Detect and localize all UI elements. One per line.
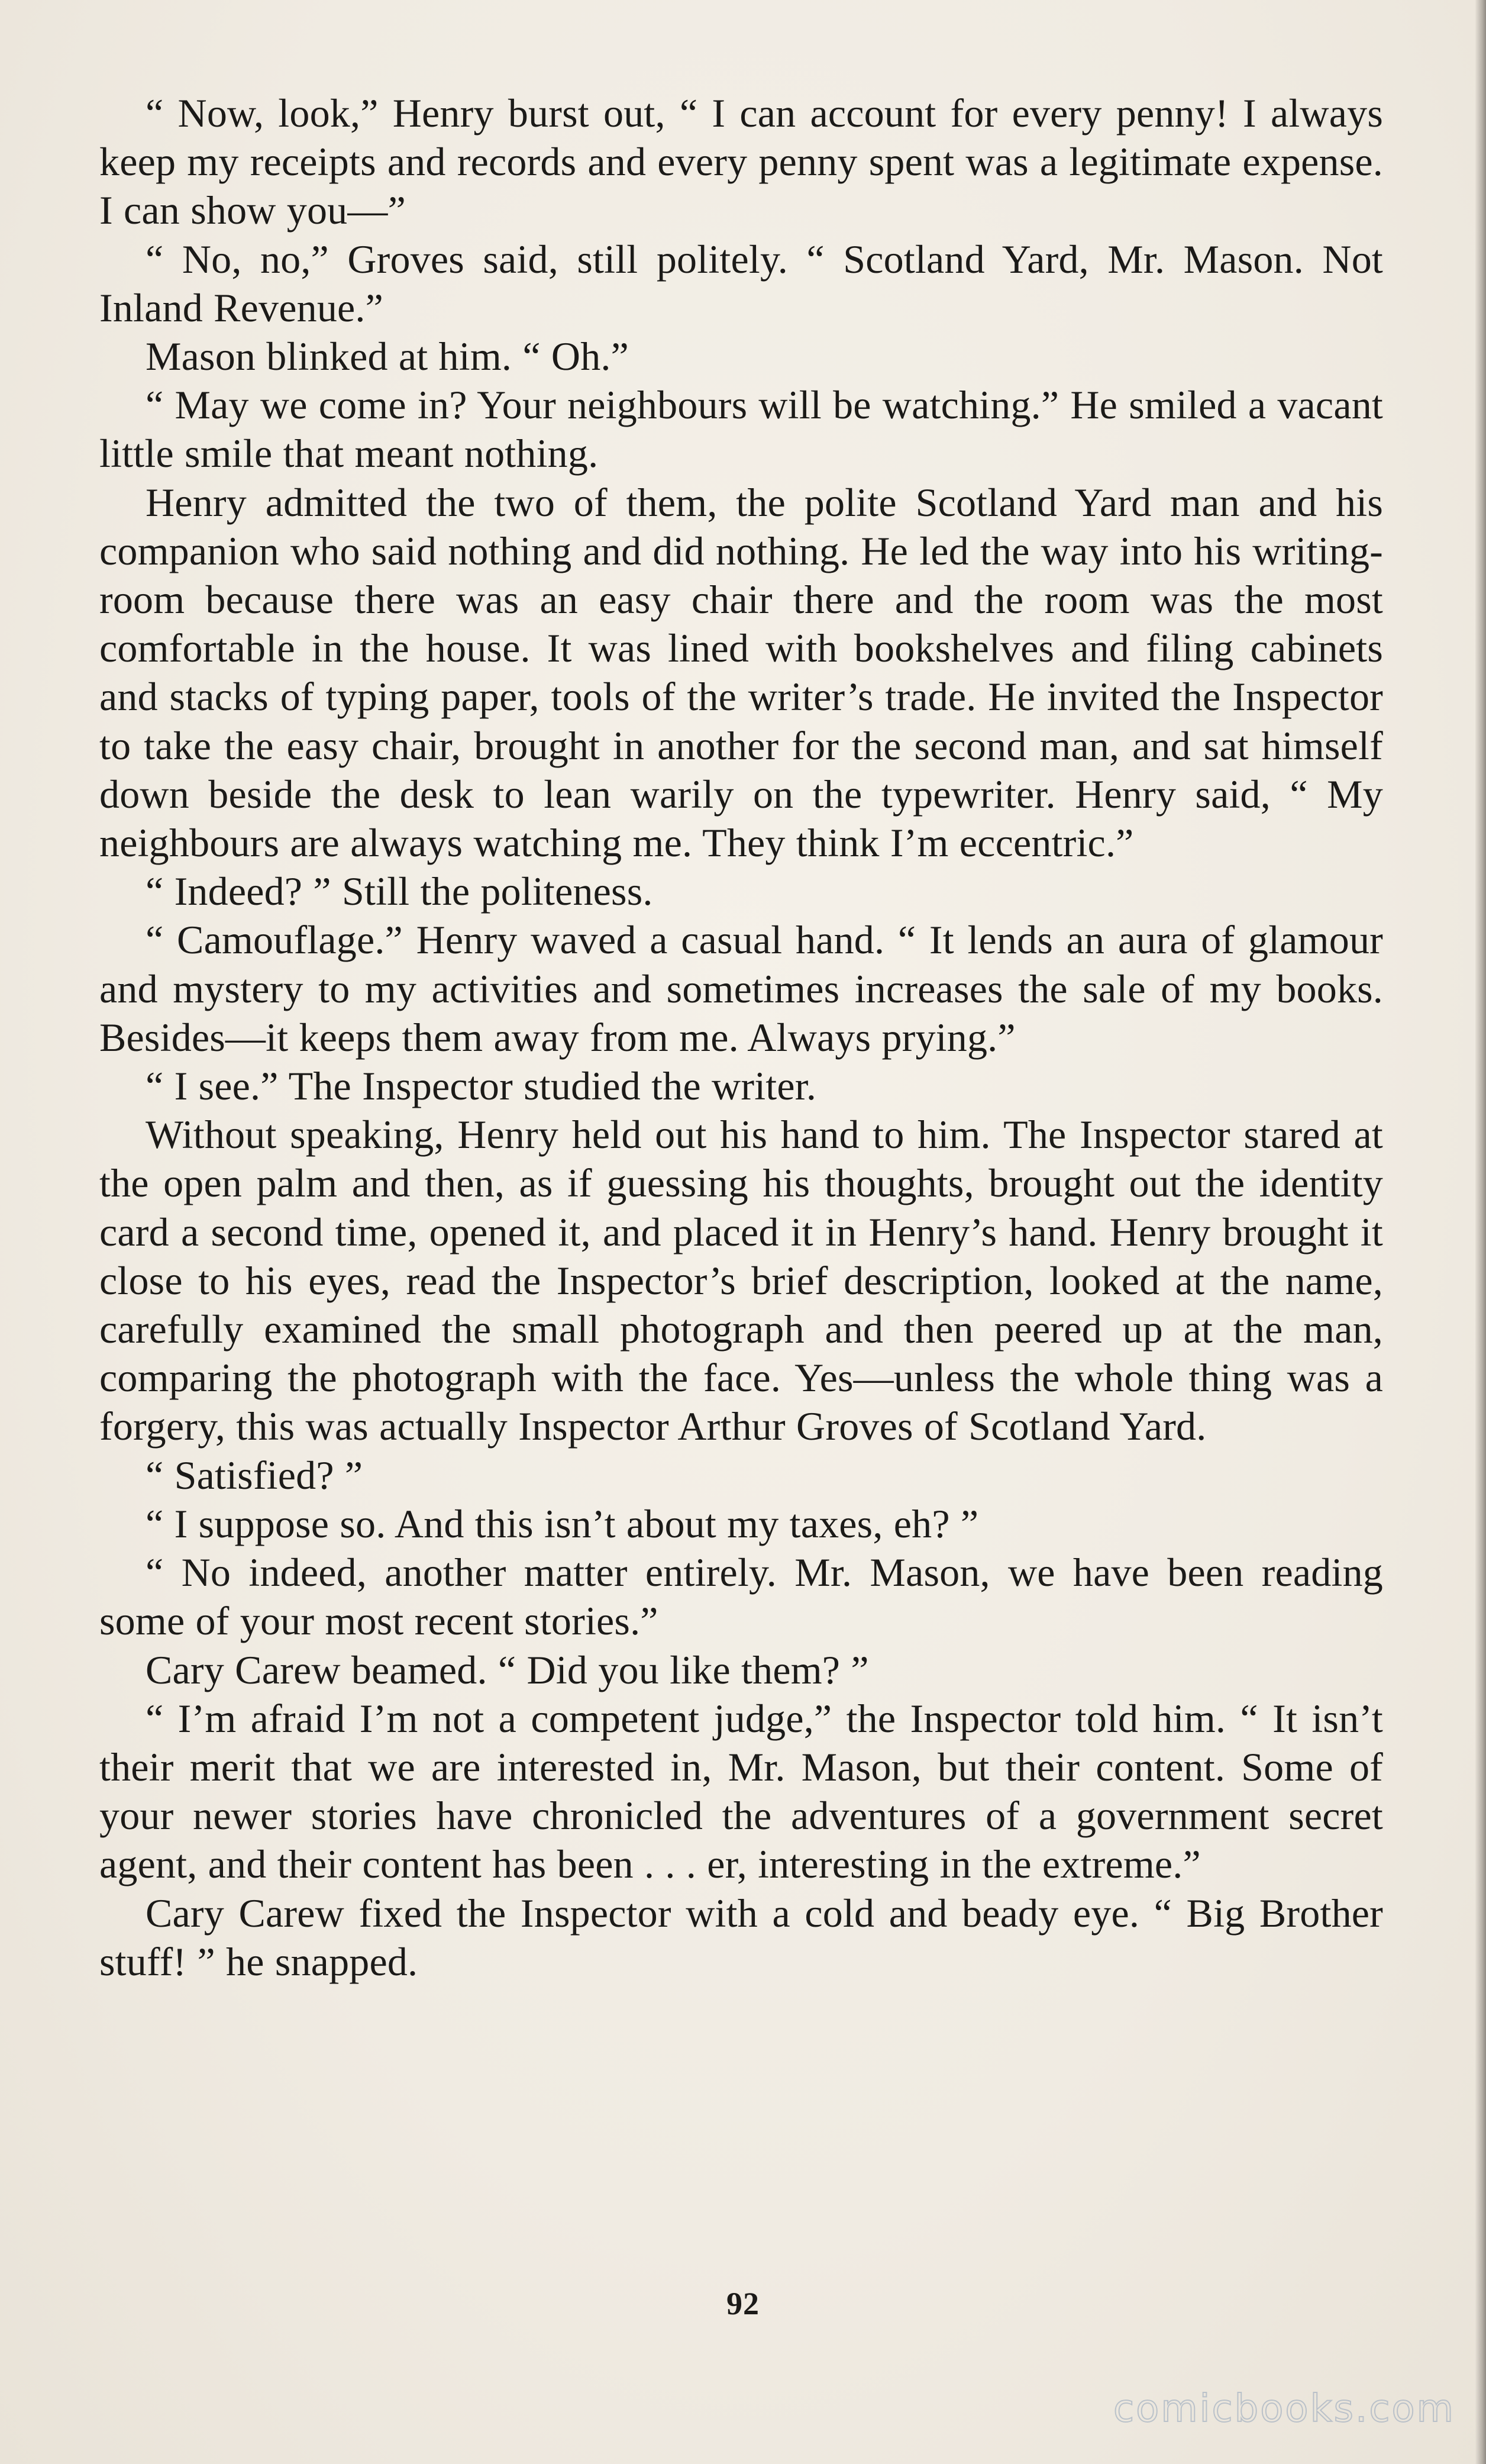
- paragraph: “ Indeed? ” Still the politeness.: [146, 869, 653, 914]
- paragraph: “ I see.” The Inspector studied the writer.: [146, 1063, 817, 1109]
- paragraph: “ Camouflage.” Henry waved a casual hand. “ It lends an aura of glamour and mystery to my activities and sometimes increases the sale of my books. Besides—it keeps them away from me. Always prying.”: [99, 917, 1383, 1060]
- paragraph: “ May we come in? Your neighbours will be watching.” He smiled a vacant little smile that meant nothing.: [99, 382, 1383, 476]
- body-text: [99, 89, 1383, 1986]
- paragraph: “ Satisfied? ”: [146, 1452, 363, 1498]
- paragraph: Mason blinked at him. “ Oh.”: [146, 334, 629, 379]
- page-edge: [1475, 0, 1486, 2464]
- paragraph: “ I’m afraid I’m not a competent judge,” the Inspector told him. “ It isn’t their merit that we are interested in, Mr. Mason, but their content. Some of your newer stories have chronicled the adventures of a government secret agent, and their content has been . . . er, interesting in the extreme.”: [99, 1695, 1383, 1887]
- paragraph: Without speaking, Henry held out his hand to him. The Inspector stared at the open palm and then, as if guessing his thoughts, brought out the identity card a second time, opened it, and placed it in Henry’s hand. Henry brought it close to his eyes, read the Inspector’s brief description, looked at the name, carefully examined the small photograph and then peered up at the man, comparing the photograph with the face. Yes—unless the whole thing was a forgery, this was actually Inspector Arthur Groves of Scotland Yard.: [99, 1112, 1383, 1449]
- paragraph: Cary Carew beamed. “ Did you like them? ”: [146, 1647, 869, 1692]
- paragraph: “ Now, look,” Henry burst out, “ I can account for every penny! I always keep my receipts and records and every penny spent was a legitimate expense. I can show you—”: [99, 91, 1383, 233]
- paragraph: Cary Carew fixed the Inspector with a cold and beady eye. “ Big Brother stuff! ” he snapped.: [99, 1890, 1383, 1984]
- paragraph: “ No indeed, another matter entirely. Mr. Mason, we have been reading some of your most recent stories.”: [99, 1550, 1383, 1644]
- watermark: comicbooks.com: [1113, 2387, 1455, 2431]
- paragraph: “ No, no,” Groves said, still politely. “ Scotland Yard, Mr. Mason. Not Inland Revenue.”: [99, 236, 1383, 330]
- paragraph: Henry admitted the two of them, the polite Scotland Yard man and his companion who said nothing and did nothing. He led the way into his writing-room because there was an easy chair there and the room was the most comfortable in the house. It was lined with bookshelves and filing cabinets and stacks of typing paper, tools of the writer’s trade. He invited the Inspector to take the easy chair, brought in another for the second man, and sat himself down beside the desk to lean warily on the typewriter. Henry said, “ My neighbours are always watching me. They think I’m eccentric.”: [99, 479, 1383, 866]
- paragraph: “ I suppose so. And this isn’t about my taxes, eh? ”: [146, 1501, 979, 1546]
- page-number: 92: [726, 2286, 760, 2321]
